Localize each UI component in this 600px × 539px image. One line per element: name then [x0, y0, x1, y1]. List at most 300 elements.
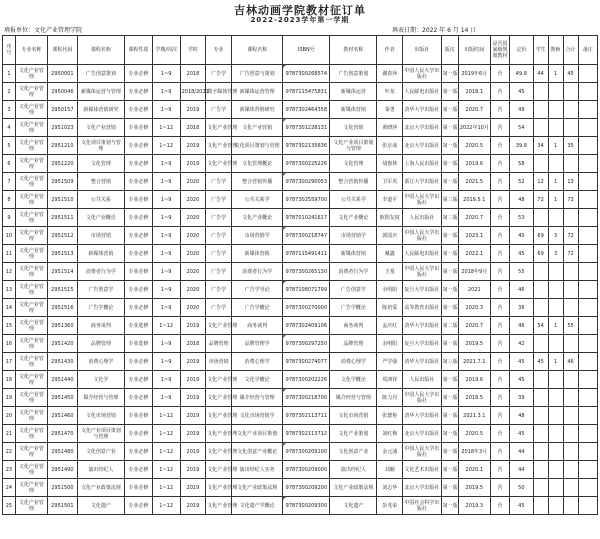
- table-cell: 5: [3, 137, 16, 155]
- table-cell: 2951514: [47, 263, 77, 281]
- table-cell: 专业必修: [124, 299, 152, 317]
- table-cell: 复旦大学出版社: [403, 335, 442, 353]
- table-cell: 否: [490, 461, 509, 479]
- table-cell: 2019: [180, 371, 206, 389]
- table-cell: 2951490: [47, 461, 77, 479]
- table-cell: 第一版: [441, 335, 458, 353]
- table-cell: [533, 281, 548, 299]
- table-cell: 2951511: [47, 209, 77, 227]
- table-cell: 9787302113711: [283, 407, 330, 425]
- table-cell: 人民邮电出版社: [403, 83, 442, 101]
- table-cell: 35: [563, 137, 578, 155]
- table-cell: 文化遗产学概论: [231, 497, 282, 515]
- table-cell: 北京大学出版社: [403, 137, 442, 155]
- table-cell: 文化产业管理: [206, 479, 232, 497]
- table-cell: 72: [563, 227, 578, 245]
- table-cell: 50: [510, 479, 534, 497]
- table-cell: 2022年10月: [458, 119, 490, 137]
- table-cell: 浙江大学出版社: [403, 173, 442, 191]
- table-row: [3, 173, 598, 191]
- table-cell: 2951510: [47, 191, 77, 209]
- table-cell: 第二版: [441, 191, 458, 209]
- table-cell: 文化产业管理: [15, 101, 47, 119]
- table-cell: 46: [510, 317, 534, 335]
- table-cell: 53: [510, 209, 534, 227]
- column-header: 出版社: [403, 36, 442, 65]
- table-cell: 2020: [180, 227, 206, 245]
- table-cell: 2951450: [47, 389, 77, 407]
- table-cell: 专业必修: [124, 65, 152, 83]
- table-cell: 2951420: [47, 335, 77, 353]
- table-cell: 第二版: [441, 209, 458, 227]
- table-cell: 2020.7: [458, 317, 490, 335]
- table-cell: [563, 101, 578, 119]
- table-cell: 文化产业营销: [77, 119, 124, 137]
- table-cell: 第一版: [441, 137, 458, 155]
- table-cell: [563, 407, 578, 425]
- table-cell: 新媒体运营: [330, 83, 377, 101]
- table-cell: [563, 497, 578, 515]
- table-cell: 广告学导论: [231, 281, 282, 299]
- table-cell: 文化产业概论: [231, 209, 282, 227]
- table-cell: 2951512: [47, 227, 77, 245]
- table-cell: 1~9: [152, 227, 180, 245]
- table-cell: 否: [490, 317, 509, 335]
- table-cell: 否: [490, 371, 509, 389]
- table-cell: 2950001: [47, 65, 77, 83]
- table-cell: 10: [3, 227, 16, 245]
- table-cell: 1: [548, 353, 563, 371]
- table-cell: 演出经纪人: [330, 461, 377, 479]
- table-cell: 1~9: [152, 299, 180, 317]
- table-cell: 中国人民大学出版社: [403, 443, 442, 461]
- table-cell: 2019: [180, 425, 206, 443]
- table-cell: 专业必修: [124, 227, 152, 245]
- table-row: [3, 407, 598, 425]
- table-cell: 否: [490, 245, 509, 263]
- table-cell: 72: [533, 191, 548, 209]
- table-cell: [578, 479, 597, 497]
- table-cell: 第一版: [441, 389, 458, 407]
- table-cell: 否: [490, 65, 509, 83]
- table-cell: 文化产业管理: [15, 191, 47, 209]
- table-cell: 文化产业管理: [206, 407, 232, 425]
- table-cell: 卫军英: [377, 173, 403, 191]
- table-cell: 否: [490, 209, 509, 227]
- table-cell: 公共关系: [77, 191, 124, 209]
- table-cell: 商务谈判: [231, 317, 282, 335]
- column-header: 定价: [510, 36, 534, 65]
- table-cell: 专业必修: [124, 155, 152, 173]
- table-cell: 6: [3, 155, 16, 173]
- table-cell: [578, 299, 597, 317]
- table-cell: 2951360: [47, 317, 77, 335]
- table-row: [3, 245, 598, 263]
- table-cell: [578, 173, 597, 191]
- table-cell: 69: [533, 227, 548, 245]
- table-cell: 1~12: [152, 479, 180, 497]
- table-cell: [548, 281, 563, 299]
- table-cell: [563, 209, 578, 227]
- table-cell: 9787300297250: [283, 335, 330, 353]
- table-cell: 刘红梅: [377, 425, 403, 443]
- table-cell: 新媒体营销研究: [231, 101, 282, 119]
- table-cell: [578, 281, 597, 299]
- table-cell: 文化产业管理: [15, 479, 47, 497]
- table-cell: 2018/2021: [180, 83, 206, 101]
- table-cell: [533, 83, 548, 101]
- table-cell: [563, 263, 578, 281]
- table-cell: 广告学: [206, 65, 232, 83]
- table-cell: 9787300268574: [283, 65, 330, 83]
- table-cell: 18: [3, 371, 16, 389]
- table-cell: [533, 461, 548, 479]
- table-cell: 文化产业管理: [15, 137, 47, 155]
- table-cell: 45: [510, 425, 534, 443]
- table-cell: 第一版: [441, 101, 458, 119]
- column-header: 课程名称: [77, 36, 124, 65]
- table-cell: [563, 299, 578, 317]
- table-cell: 张京成: [377, 137, 403, 155]
- table-cell: 文化产业管理: [15, 119, 47, 137]
- table-cell: 44: [510, 461, 534, 479]
- table-cell: 广告创意学: [77, 281, 124, 299]
- table-cell: 1~12: [152, 497, 180, 515]
- table-cell: [578, 101, 597, 119]
- table-cell: 文化产业管理: [15, 461, 47, 479]
- column-header: 学期/周次: [152, 36, 180, 65]
- table-cell: 文化产业管理: [206, 137, 232, 155]
- table-cell: 2951509: [47, 173, 77, 191]
- table-cell: 谢春萍: [377, 65, 403, 83]
- table-cell: [533, 263, 548, 281]
- table-row: [3, 335, 598, 353]
- table-cell: 整合营销传播: [330, 173, 377, 191]
- table-cell: 文化产业管理: [15, 443, 47, 461]
- table-cell: 否: [490, 191, 509, 209]
- table-cell: 2951500: [47, 479, 77, 497]
- table-cell: 新媒体运营与管理: [77, 83, 124, 101]
- table-cell: [548, 119, 563, 137]
- table-cell: 2019.6: [458, 155, 490, 173]
- table-cell: 12: [3, 263, 16, 281]
- table-cell: 文化产业策划: [330, 425, 377, 443]
- table-cell: 1~9: [152, 173, 180, 191]
- table-cell: 2020.5: [458, 137, 490, 155]
- table-cell: 73: [563, 191, 578, 209]
- table-cell: 55: [510, 263, 534, 281]
- column-header: 课程名称: [231, 36, 282, 65]
- table-cell: 文化产业管理: [15, 83, 47, 101]
- table-cell: 广告学: [206, 245, 232, 263]
- table-row: [3, 371, 598, 389]
- table-cell: [548, 299, 563, 317]
- table-cell: 清华大学出版社: [403, 407, 442, 425]
- table-cell: [578, 263, 597, 281]
- table-cell: [578, 245, 597, 263]
- table-cell: [563, 443, 578, 461]
- table-cell: 1~9: [152, 155, 180, 173]
- table-row: [3, 281, 598, 299]
- table-cell: 专业必修: [124, 119, 152, 137]
- table-cell: 72: [563, 245, 578, 263]
- table-cell: 2022.1: [458, 245, 490, 263]
- table-cell: [548, 389, 563, 407]
- form-title: 吉林动画学院教材征订单: [234, 4, 366, 17]
- table-cell: 第一版: [441, 299, 458, 317]
- table-cell: 2019.5: [458, 335, 490, 353]
- table-row: [3, 443, 598, 461]
- table-cell: 北京大学出版社: [403, 479, 442, 497]
- table-cell: 1~12: [152, 137, 180, 155]
- table-cell: 中国人民大学出版社: [403, 191, 442, 209]
- table-row: [3, 497, 598, 515]
- table-cell: 上海人民出版社: [403, 155, 442, 173]
- table-cell: [578, 371, 597, 389]
- table-cell: 刘颖: [377, 461, 403, 479]
- column-header: 出版时间: [458, 36, 490, 65]
- table-cell: 专业必修: [124, 353, 152, 371]
- table-cell: 48: [510, 191, 534, 209]
- column-header: 作者: [377, 36, 403, 65]
- table-cell: 否: [490, 155, 509, 173]
- table-cell: 34: [533, 137, 548, 155]
- table-cell: 2950157: [47, 101, 77, 119]
- table-cell: 清华大学出版社: [403, 317, 442, 335]
- table-cell: 第一版: [441, 425, 458, 443]
- table-cell: 2018: [180, 119, 206, 137]
- table-cell: 2019年6月: [458, 65, 490, 83]
- table-row: [3, 137, 598, 155]
- table-cell: 专业选修: [124, 317, 152, 335]
- table-cell: 文化产业管理: [15, 299, 47, 317]
- table-cell: 清华大学出版社: [403, 353, 442, 371]
- table-cell: [533, 425, 548, 443]
- table-cell: 2019.6: [458, 371, 490, 389]
- table-cell: 专业必修: [124, 173, 152, 191]
- table-cell: 文化产业概论: [330, 209, 377, 227]
- table-cell: 文化产业管理: [206, 443, 232, 461]
- table-cell: 1~12: [152, 119, 180, 137]
- table-cell: 55: [563, 317, 578, 335]
- table-cell: 9787115475831: [283, 83, 330, 101]
- table-cell: 否: [490, 119, 509, 137]
- table-cell: 陈力丹: [377, 389, 403, 407]
- table-cell: 2020: [180, 173, 206, 191]
- table-row: [3, 317, 598, 335]
- table-cell: [533, 389, 548, 407]
- table-cell: 39.8: [510, 137, 534, 155]
- table-cell: 北京大学出版社: [403, 425, 442, 443]
- table-cell: 媒介经营与管理: [231, 389, 282, 407]
- table-cell: [533, 497, 548, 515]
- table-cell: 整合营销: [77, 173, 124, 191]
- table-cell: 19: [3, 389, 16, 407]
- table-cell: 文化创意产业: [77, 443, 124, 461]
- table-cell: 第一版: [441, 443, 458, 461]
- table-cell: 24: [3, 479, 16, 497]
- table-cell: 专业必修: [124, 479, 152, 497]
- table-cell: 2950046: [47, 83, 77, 101]
- table-cell: 文化产业管理: [15, 353, 47, 371]
- table-cell: 张德艳: [377, 407, 403, 425]
- table-cell: 广告学: [206, 281, 232, 299]
- table-cell: 1~12: [152, 317, 180, 335]
- table-cell: 否: [490, 137, 509, 155]
- table-cell: 胡惠林: [377, 155, 403, 173]
- table-cell: 2019: [180, 155, 206, 173]
- table-cell: 否: [490, 263, 509, 281]
- table-cell: [578, 443, 597, 461]
- table-cell: 2019: [180, 479, 206, 497]
- table-cell: 文化创意产业概论: [231, 443, 282, 461]
- table-cell: 第一版: [441, 407, 458, 425]
- table-cell: 文化管理: [330, 155, 377, 173]
- table-cell: 专业必修: [124, 245, 152, 263]
- table-cell: 第一版: [441, 461, 458, 479]
- table-cell: 42: [510, 335, 534, 353]
- table-cell: 商务谈判: [330, 317, 377, 335]
- table-cell: 文化产业管理: [15, 281, 47, 299]
- table-cell: 新媒体营销: [330, 245, 377, 263]
- table-cell: 否: [490, 281, 509, 299]
- table-cell: 9787300225226: [283, 155, 330, 173]
- table-cell: 9787300290053: [283, 173, 330, 191]
- table-cell: [578, 137, 597, 155]
- table-cell: [563, 425, 578, 443]
- table-cell: 第一版: [441, 173, 458, 191]
- table-cell: 广告学: [206, 173, 232, 191]
- table-cell: 2951023: [47, 119, 77, 137]
- table-cell: [548, 497, 563, 515]
- table-cell: 文化管理概论: [231, 155, 282, 173]
- table-cell: 44: [510, 443, 534, 461]
- table-cell: 文化艺术出版社: [403, 461, 442, 479]
- table-cell: 9787302559700: [283, 191, 330, 209]
- table-cell: [548, 425, 563, 443]
- table-cell: 2951480: [47, 443, 77, 461]
- table-cell: [578, 425, 597, 443]
- table-cell: 否: [490, 101, 509, 119]
- table-cell: 第一版: [441, 263, 458, 281]
- table-cell: [533, 479, 548, 497]
- table-cell: 公共关系学: [231, 191, 282, 209]
- table-cell: 2021.5: [458, 173, 490, 191]
- table-cell: [563, 389, 578, 407]
- table-cell: 第一版: [441, 497, 458, 515]
- table-cell: 彭兆荣: [377, 497, 403, 515]
- table-cell: 9787302409106: [283, 317, 330, 335]
- column-header: 教材名称: [330, 36, 377, 65]
- table-cell: [563, 155, 578, 173]
- table-cell: [578, 461, 597, 479]
- table-cell: 新媒体营销研究: [77, 101, 124, 119]
- table-cell: [578, 335, 597, 353]
- table-cell: 12: [533, 173, 548, 191]
- table-cell: [533, 443, 548, 461]
- table-cell: [548, 263, 563, 281]
- table-cell: 市场营销: [77, 227, 124, 245]
- table-cell: 文化产业管理: [206, 497, 232, 515]
- table-cell: 2951460: [47, 407, 77, 425]
- table-cell: 2951470: [47, 425, 77, 443]
- table-cell: 2951515: [47, 281, 77, 299]
- table-row: [3, 479, 598, 497]
- table-cell: 王曼: [377, 263, 403, 281]
- table-cell: 专业必修: [124, 407, 152, 425]
- table-cell: 1: [3, 65, 16, 83]
- table-cell: 否: [490, 407, 509, 425]
- table-cell: 北京大学出版社: [403, 119, 442, 137]
- table-row: [3, 299, 598, 317]
- table-cell: [533, 407, 548, 425]
- table-cell: 否: [490, 227, 509, 245]
- table-cell: 专业必修: [124, 371, 152, 389]
- table-cell: 文化学: [77, 371, 124, 389]
- table-cell: [548, 209, 563, 227]
- table-cell: 新媒体运营管理: [231, 83, 282, 101]
- table-cell: 2019: [180, 317, 206, 335]
- table-cell: 文化项目策划与管理: [77, 137, 124, 155]
- table-cell: 2019: [180, 353, 206, 371]
- table-cell: 文化学概论: [231, 371, 282, 389]
- table-cell: 否: [490, 335, 509, 353]
- table-cell: 2020.3: [458, 299, 490, 317]
- table-cell: 文化市场营销: [330, 407, 377, 425]
- table-cell: [533, 299, 548, 317]
- table-cell: 文化产业管理: [15, 371, 47, 389]
- table-cell: 专业必修: [124, 425, 152, 443]
- table-row: [3, 227, 598, 245]
- table-cell: [548, 479, 563, 497]
- table-cell: 消费者行为学: [77, 263, 124, 281]
- table-cell: 否: [490, 443, 509, 461]
- table-cell: 广告学: [206, 101, 232, 119]
- column-header: ISBN号: [283, 36, 330, 65]
- table-cell: 1~9: [152, 335, 180, 353]
- table-cell: 1~12: [152, 443, 180, 461]
- table-cell: 1~9: [152, 101, 180, 119]
- table-cell: [533, 101, 548, 119]
- table-cell: 17: [3, 353, 16, 371]
- table-cell: 9787300270000: [283, 299, 330, 317]
- table-cell: 2020: [180, 209, 206, 227]
- table-cell: 2018.5: [458, 389, 490, 407]
- table-cell: 2023.1: [458, 227, 490, 245]
- table-cell: 广告创意学: [330, 281, 377, 299]
- table-cell: 专业必修: [124, 389, 152, 407]
- table-cell: 文化项目策划与管理: [231, 137, 282, 155]
- table-cell: 专业必修: [124, 101, 152, 119]
- table-cell: 45: [563, 65, 578, 83]
- table-cell: 专业必修: [124, 281, 152, 299]
- table-cell: 文化产业管理: [15, 263, 47, 281]
- table-cell: 广告学概论: [77, 299, 124, 317]
- table-cell: 人民邮电出版社: [403, 245, 442, 263]
- table-cell: 2018: [180, 65, 206, 83]
- table-cell: [563, 371, 578, 389]
- header-row: [3, 36, 598, 65]
- table-cell: 40: [510, 227, 534, 245]
- table-row: [3, 425, 598, 443]
- table-cell: 1: [548, 65, 563, 83]
- table-cell: 中国人民大学出版社: [403, 263, 442, 281]
- table-cell: 44: [533, 65, 548, 83]
- column-header: 版次: [441, 36, 458, 65]
- table-cell: 13: [3, 281, 16, 299]
- table-cell: 2951516: [47, 299, 77, 317]
- table-cell: 11: [3, 245, 16, 263]
